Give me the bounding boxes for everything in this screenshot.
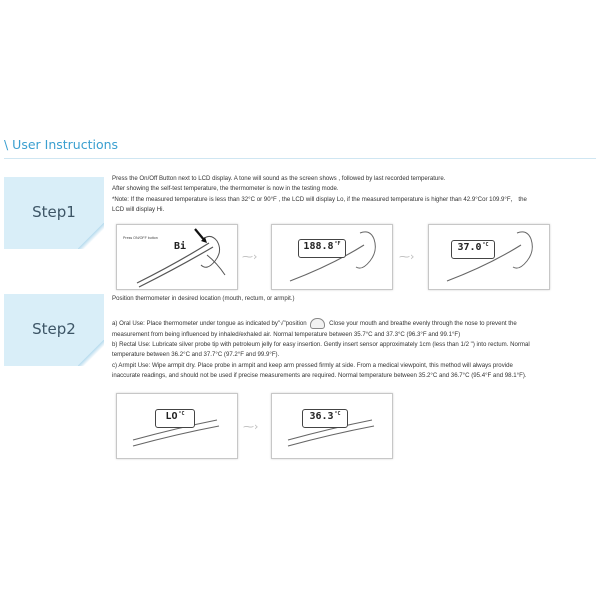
- step1-text: [112, 174, 588, 216]
- step1-line-3: *Note: If the measured temperature is less than 32°C or 90°F , the LCD will display Lo, if the measured temperature is higher than 42.9°Cor 109.9°F， the: [112, 195, 527, 203]
- title-divider: [4, 158, 596, 159]
- step1-label: Step1: [32, 203, 76, 221]
- step2-intro: Position thermometer in desired location (mouth, rectum, or armpit.): [112, 295, 295, 302]
- step1-line-2: After showing the self-test temperature, the thermometer is now in the testing mode.: [112, 185, 339, 193]
- page-fold-icon: [78, 223, 104, 249]
- oral-use-text: a) Oral Use: Place thermometer under tongue as indicated by"√"position: [112, 320, 307, 328]
- next-arrow-icon: ⁓›: [242, 250, 258, 263]
- fig1-caption: Press ON/OFF button: [123, 236, 158, 240]
- step2-badge: [4, 294, 104, 366]
- fig1-display: Bi: [167, 241, 193, 256]
- step2-label: Step2: [32, 320, 76, 338]
- figure-power-on: [116, 224, 238, 290]
- figure-last-reading: [428, 224, 550, 290]
- mouth-position-icon: [310, 318, 325, 329]
- lcd-display-result: [302, 409, 348, 428]
- next-arrow-icon: ⁓›: [399, 250, 415, 263]
- fig5-value: 36.3: [309, 411, 334, 422]
- fig3-unit: °C: [482, 242, 489, 248]
- figure-low-reading: [116, 393, 238, 459]
- step1-badge: [4, 177, 104, 249]
- oral-use-line-2: measurement from being influenced by inhaled/exhaled air. Normal temperature between 35.7°C and 37.3°C (96.3°F and 99.1°F): [112, 330, 461, 338]
- armpit-use-line-2: inaccurate readings, and should not be used if precise measurements are required. Normal temperature between 35.2°C and 36.7°C (95.4°F and 98.1°F).: [112, 372, 527, 380]
- step2-text: [112, 318, 588, 382]
- figure-measured-reading: [271, 393, 393, 459]
- fig5-unit: °C: [334, 411, 341, 417]
- armpit-use-line-1: c) Armpit Use: Wipe armpit dry. Place probe in armpit and keep arm pressed firmly at side. From a medical viewpoint, this method will always provide: [112, 361, 513, 369]
- step1-line-1: Press the On/Off Button next to LCD display. A tone will sound as the screen shows , followed by last recorded temperature.: [112, 175, 446, 182]
- lcd-display-test: [298, 239, 346, 258]
- fig2-value: 188.8: [303, 241, 334, 252]
- page-title: \ User Instructions: [4, 137, 119, 152]
- step2-intro-block: [112, 294, 588, 304]
- lcd-display-reading: [451, 240, 495, 259]
- fig3-value: 37.0: [457, 242, 482, 253]
- oral-use-text-cont: Close your mouth and breathe evenly through the nose to prevent the: [329, 320, 517, 328]
- fig2-unit: °F: [334, 241, 341, 247]
- lcd-display-lo: [155, 409, 195, 428]
- fig4-value: LO: [165, 411, 178, 422]
- rectal-use-line-1: b) Rectal Use: Lubricate silver probe tip with petroleum jelly for easy insertion. Gently insert sensor approximately 1cm (less than 1/2 ") into rectum. Normal: [112, 340, 530, 348]
- next-arrow-icon: ⁓›: [243, 420, 259, 433]
- figure-self-test: [271, 224, 393, 290]
- page-fold-icon: [78, 340, 104, 366]
- step1-line-4: LCD will display Hi.: [112, 206, 165, 214]
- oral-use-line-1: [112, 318, 588, 330]
- rectal-use-line-2: temperature between 36.2°C and 37.7°C (97.2°F and 99.9°F).: [112, 351, 280, 359]
- hand-thermometer-icon: [117, 225, 237, 289]
- fig4-unit: °C: [178, 411, 185, 417]
